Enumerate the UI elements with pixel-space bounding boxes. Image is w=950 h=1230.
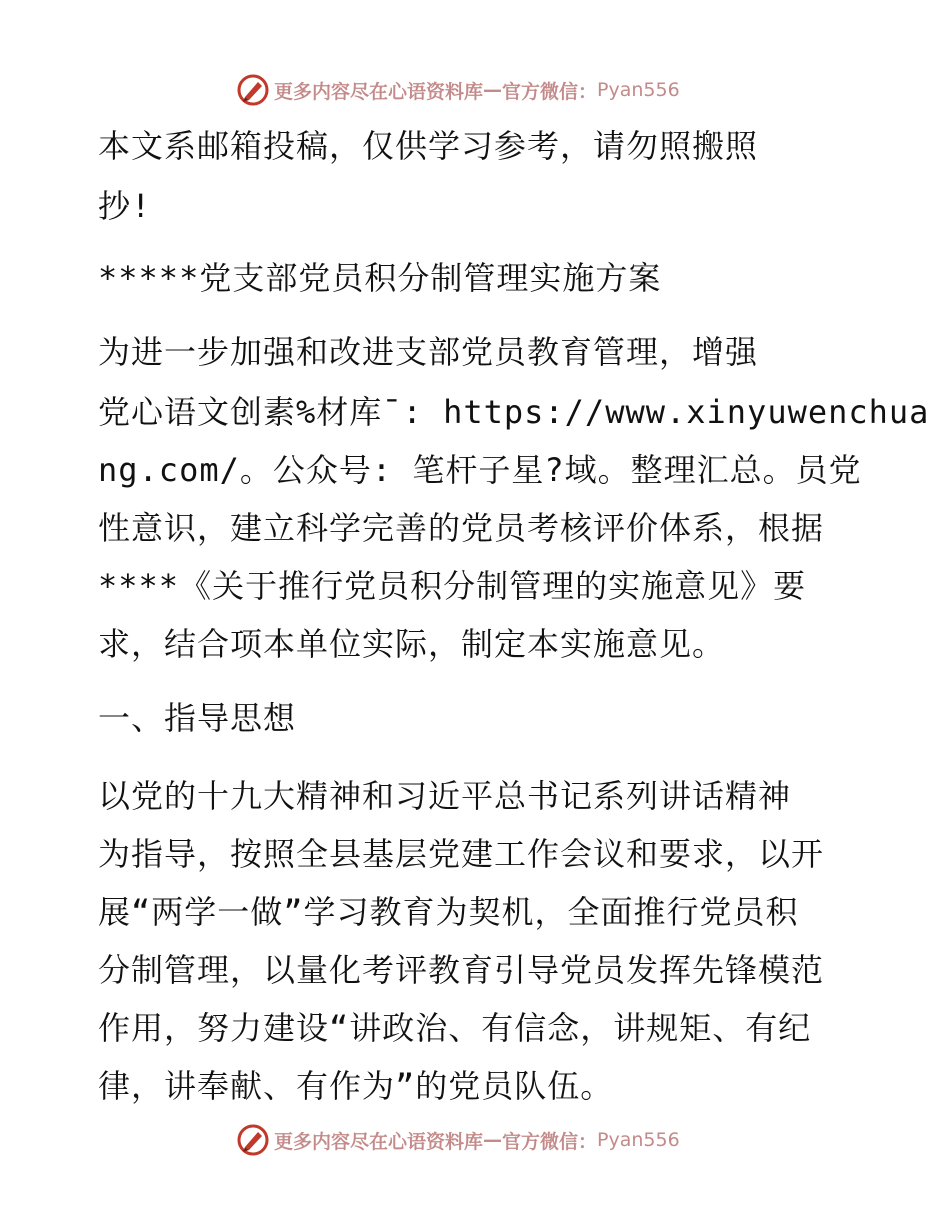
footer-watermark xyxy=(236,1122,680,1158)
text-line: 分制管理，以量化考评教育引导党员发挥先锋模范 xyxy=(98,951,825,989)
pen-logo-icon xyxy=(236,73,270,107)
watermark-wechat-id: Pyan556 xyxy=(597,1129,680,1151)
text-line: ****《关于推行党员积分制管理的实施意见》要 xyxy=(98,567,807,605)
section-heading: 一、指导思想 xyxy=(98,699,297,737)
text-line: 抄! xyxy=(98,187,152,225)
text-line: 律，讲奉献、有作为”的党员队伍。 xyxy=(98,1067,614,1105)
watermark-dash: — xyxy=(483,79,503,101)
text-line: 为指导，按照全县基层党建工作会议和要求，以开 xyxy=(98,835,825,873)
text-line: 展“两学一做”学习教育为契机，全面推行党员积 xyxy=(98,893,799,931)
watermark-wechat-label: 官方微信： xyxy=(502,1130,598,1153)
watermark-brand: 更多内容尽在心语资料库 xyxy=(274,1130,484,1153)
text-line: 党心语文创素%材库¯: https://www.xinyuwenchua xyxy=(98,393,930,431)
text-line: 求，结合项本单位实际，制定本实施意见。 xyxy=(98,625,726,663)
text-line: 性意识，建立科学完善的党员考核评价体系，根据 xyxy=(98,509,825,547)
text-line: 为进一步加强和改进支部党员教育管理，增强 xyxy=(98,333,759,371)
document-title: *****党支部党员积分制管理实施方案 xyxy=(98,259,662,297)
header-watermark xyxy=(236,72,680,108)
text-line: 本文系邮箱投稿，仅供学习参考，请勿照搬照 xyxy=(98,127,759,165)
text-line: ng.com/。公众号: 笔杆子星?域。整理汇总。员党 xyxy=(98,451,862,489)
text-line: 以党的十九大精神和习近平总书记系列讲话精神 xyxy=(98,777,792,815)
pen-logo-icon xyxy=(236,1123,270,1157)
watermark-brand: 更多内容尽在心语资料库 xyxy=(274,80,484,103)
watermark-wechat-label: 官方微信： xyxy=(502,80,598,103)
watermark-wechat-id: Pyan556 xyxy=(597,79,680,101)
text-line: 作用，努力建设“讲政治、有信念，讲规矩、有纪 xyxy=(98,1009,812,1047)
watermark-dash: — xyxy=(483,1129,503,1151)
